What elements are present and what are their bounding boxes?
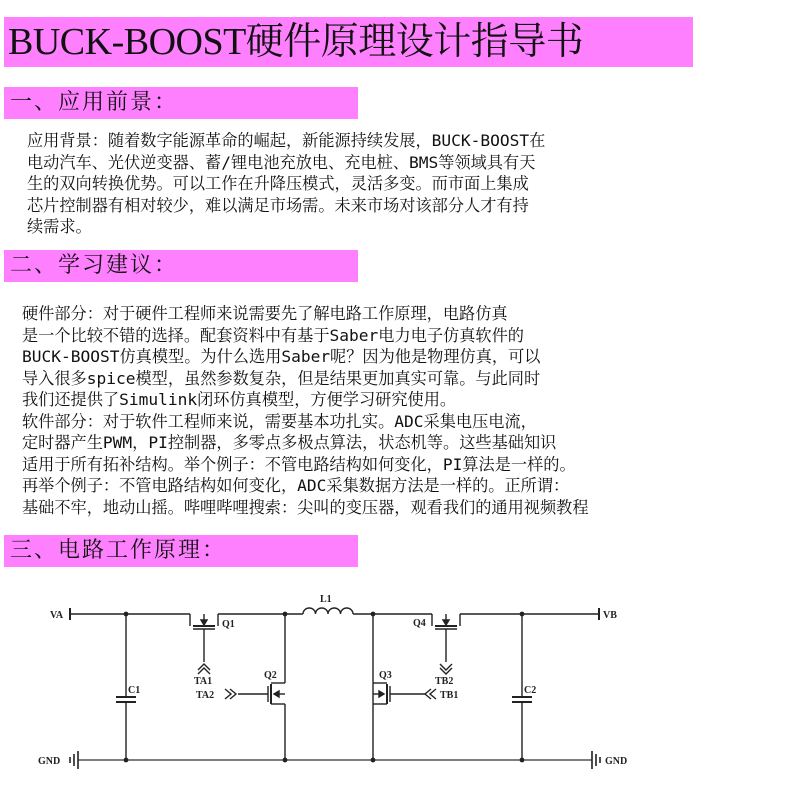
section-2-paragraph	[22, 303, 589, 518]
paragraph-line: 电动汽车、光伏逆变器、蓄/锂电池充放电、充电桩、BMS等领域具有天	[27, 152, 536, 172]
paragraph-line: 是一个比较不错的选择。配套资料中有基于Saber电力电子仿真软件的	[22, 325, 524, 345]
paragraph-line: 续需求。	[27, 217, 92, 236]
c1-label: C1	[128, 685, 141, 696]
buck-boost-schematic	[0, 580, 800, 800]
ta1-label: TA1	[194, 676, 213, 687]
paragraph-line: 硬件部分：对于硬件工程师来说需要先了解电路工作原理，电路仿真	[22, 304, 508, 323]
q3-label: Q3	[379, 670, 392, 681]
paragraph-line: 基础不牢，地动山摇。哔哩哔哩搜索：尖叫的变压器，观看我们的通用视频教程	[22, 497, 589, 517]
section-1-paragraph	[27, 130, 545, 238]
vb-label: VB	[603, 610, 617, 621]
section-2-heading: 二、学习建议：	[10, 253, 179, 278]
c2-label: C2	[524, 685, 537, 696]
paragraph-line: 适用于所有拓补结构。举个例子：不管电路结构如何变化，PI算法是一样的。	[22, 454, 576, 474]
gnd-right-label: GND	[605, 756, 628, 767]
q2-label: Q2	[264, 670, 277, 681]
paragraph-line: 导入很多spice模型，虽然参数复杂，但是结果更加真实可靠。与此同时	[22, 368, 541, 388]
gnd-left-label: GND	[38, 756, 61, 767]
va-label: VA	[50, 610, 64, 621]
q1-label: Q1	[222, 619, 235, 630]
paragraph-line: 再举个例子：不管电路结构如何变化，ADC采集数据方法是一样的。正所谓：	[22, 476, 570, 495]
paragraph-line: 芯片控制器有相对较少，难以满足市场需。未来市场对该部分人才有持	[27, 195, 529, 215]
ta2-label: TA2	[196, 690, 215, 701]
l1-label: L1	[320, 594, 332, 605]
paragraph-line: 生的双向转换优势。可以工作在升降压模式，灵活多变。而市面上集成	[27, 174, 529, 193]
tb2-label: TB2	[435, 676, 454, 687]
paragraph-line: 软件部分：对于软件工程师来说，需要基本功扎实。ADC采集电压电流，	[22, 411, 537, 431]
q4-label: Q4	[413, 618, 426, 629]
section-3-heading: 三、电路工作原理：	[10, 538, 227, 563]
paragraph-line: 我们还提供了Simulink闭环仿真模型，方便学习研究使用。	[22, 390, 457, 409]
paragraph-line: 定时器产生PWM，PI控制器，多零点多极点算法，状态机等。这些基础知识	[22, 433, 557, 452]
section-1-heading: 一、应用前景：	[10, 90, 179, 115]
document-title: BUCK-BOOST硬件原理设计指导书	[8, 21, 584, 63]
tb1-label: TB1	[440, 690, 459, 701]
paragraph-line: BUCK-BOOST仿真模型。为什么选用Saber呢？因为他是物理仿真，可以	[22, 347, 541, 366]
paragraph-line: 应用背景：随着数字能源革命的崛起，新能源持续发展，BUCK-BOOST在	[27, 131, 546, 150]
